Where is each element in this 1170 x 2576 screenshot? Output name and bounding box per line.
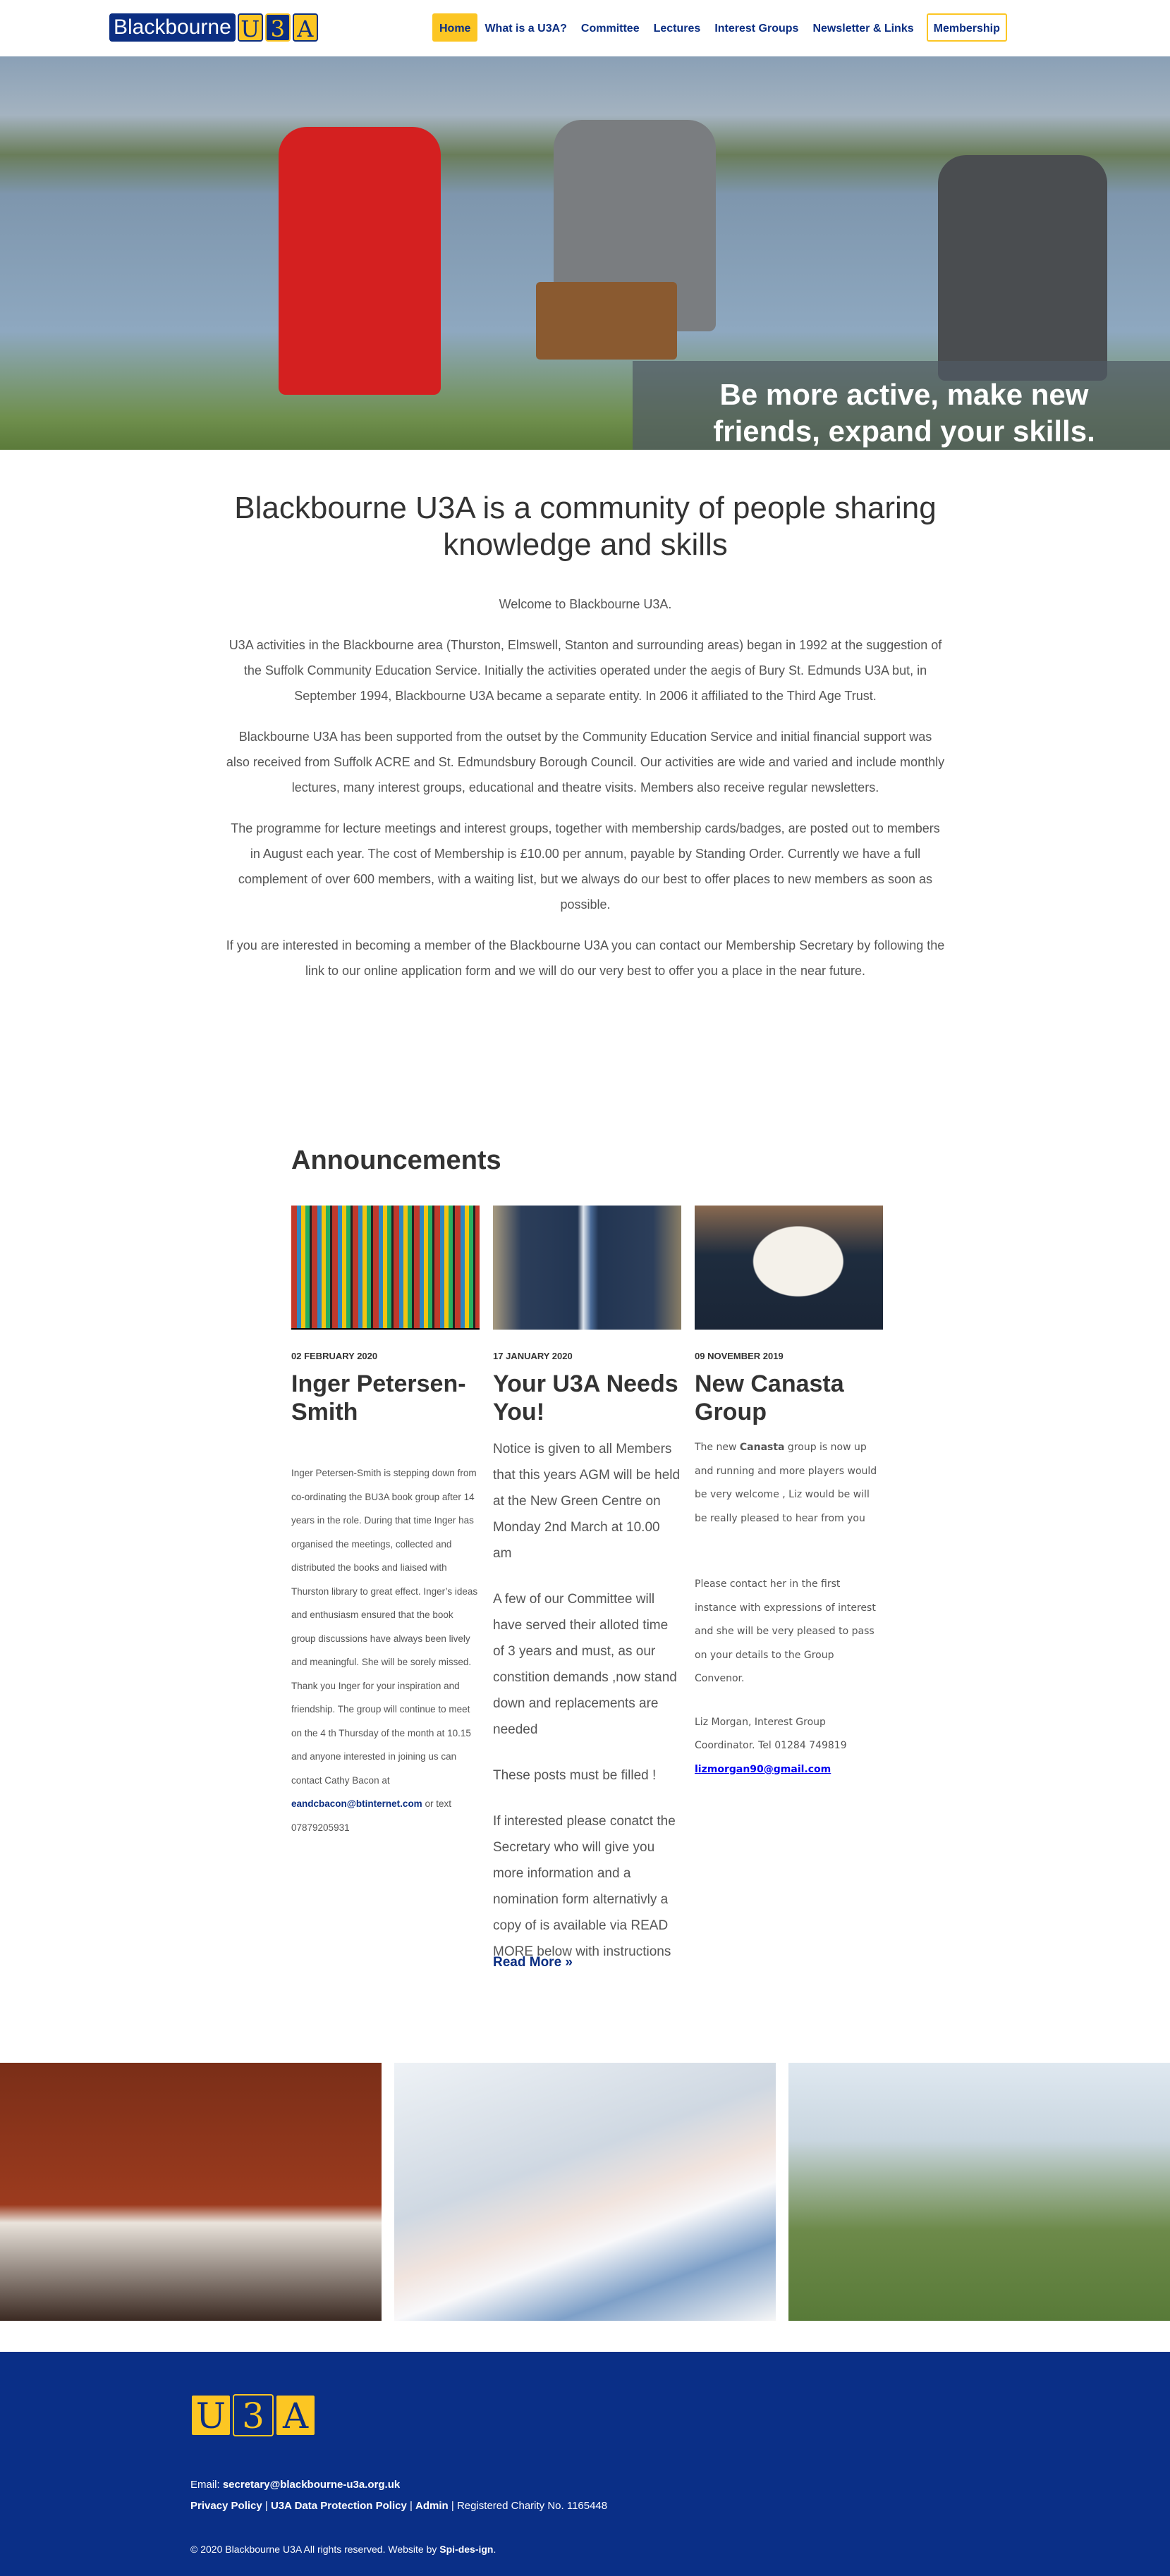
page-title: Blackbourne U3A is a community of people sharing knowledge and skills bbox=[234, 491, 937, 562]
nav-interest-groups[interactable]: Interest Groups bbox=[714, 23, 799, 35]
hero-basket bbox=[536, 282, 677, 360]
gallery-visitor-image bbox=[0, 2063, 382, 2321]
footer-email-row bbox=[190, 2479, 400, 2491]
nav-lectures[interactable]: Lectures bbox=[653, 23, 701, 35]
nav-membership[interactable]: Membership bbox=[927, 13, 1007, 42]
intro-paragraph: If you are interested in becoming a member of the Blackbourne U3A you can contact our Membership Secretary by following the link to our online application form and we will do our very best to offer you a place in the near future. bbox=[226, 938, 945, 978]
post-text: or text 07879205931 bbox=[291, 1798, 451, 1833]
copyright-text: © 2020 Blackbourne U3A All rights reserved. Website by bbox=[190, 2544, 440, 2555]
post-date: 02 FEBRUARY 2020 bbox=[291, 1351, 378, 1361]
hero-caption bbox=[633, 361, 1170, 450]
footer-email-link[interactable]: secretary@blackbourne-u3a.org.uk bbox=[222, 2479, 401, 2491]
separator: | bbox=[406, 2500, 416, 2512]
post-text: Liz Morgan, Interest Group Coordinator. Tel 01284 749819 bbox=[695, 1716, 847, 1751]
hero-caption-line1: Be more active, make new bbox=[719, 378, 1089, 411]
charity-number: Registered Charity No. 1165448 bbox=[456, 2500, 608, 2512]
announcement-card bbox=[493, 1206, 681, 1985]
intro-paragraph: The programme for lecture meetings and interest groups, together with membership cards/badges, are posted out to members in August each year. The cost of Membership is £10.00 per annum, payable by Standing Order. Currently we have a full complement of over 600 members, with a waiting list, but we always do our best to offer places to new members as soon as possible. bbox=[231, 821, 940, 912]
painting-image bbox=[394, 2063, 776, 2321]
email-link[interactable]: lizmorgan90@gmail.com bbox=[695, 1763, 831, 1775]
logo-letter-u: U bbox=[238, 13, 263, 42]
post-title[interactable]: Your U3A Needs You! bbox=[493, 1370, 678, 1425]
pointing-man-image[interactable] bbox=[493, 1206, 681, 1330]
site-header bbox=[0, 0, 1170, 56]
intro-section bbox=[212, 490, 959, 999]
hero-cyclist-dark bbox=[938, 155, 1107, 381]
post-text: These posts must be filled ! bbox=[493, 1768, 657, 1783]
nav-committee[interactable]: Committee bbox=[580, 23, 640, 35]
hero-banner bbox=[0, 56, 1170, 450]
main-nav bbox=[432, 13, 1007, 42]
logo-letter-3: 3 bbox=[265, 13, 291, 42]
post-text: A few of our Committee will have served their alloted time of 3 years and must, as our constition demands ,now stand down and replacements are needed bbox=[493, 1592, 677, 1737]
data-protection-link[interactable]: U3A Data Protection Policy bbox=[270, 2500, 407, 2512]
post-excerpt bbox=[493, 1436, 681, 1965]
post-text: Notice is given to all Members that this years AGM will be held at the New Green Centre on Monday 2nd March at 10.00 am bbox=[493, 1442, 681, 1561]
post-text: Please contact her in the first instance with expressions of interest and she will be very pleased to pass on your details to the Group Convenor. bbox=[695, 1578, 876, 1684]
post-text bbox=[695, 1436, 883, 1531]
separator: | bbox=[262, 2500, 271, 2512]
couple-image bbox=[788, 2063, 1170, 2321]
post-title[interactable]: New Canasta Group bbox=[695, 1370, 844, 1425]
post-excerpt bbox=[291, 1461, 480, 1839]
privacy-policy-link[interactable]: Privacy Policy bbox=[190, 2500, 262, 2512]
email-label: Email: bbox=[190, 2479, 223, 2491]
post-excerpt bbox=[695, 1436, 883, 1781]
admin-link[interactable]: Admin bbox=[415, 2500, 449, 2512]
copyright-period: . bbox=[493, 2544, 496, 2555]
site-footer bbox=[0, 2352, 1170, 2576]
playing-cards-image[interactable] bbox=[695, 1206, 883, 1330]
logo-letter-3: 3 bbox=[233, 2394, 274, 2436]
intro-paragraph: Welcome to Blackbourne U3A. bbox=[499, 597, 672, 611]
post-date: 17 JANUARY 2020 bbox=[493, 1351, 573, 1361]
logo-letter-u: U bbox=[190, 2394, 231, 2436]
announcements-heading: Announcements bbox=[291, 1146, 501, 1175]
post-text: Inger Petersen-Smith is stepping down from co-ordinating the BU3A book group after 14 years in the role. During that time Inger has organised the meetings, collected and distributed the books and liaised with Thurston library to great effect. Inger’s ideas and enthusiasm ensured that the book group discussions have always been lively and meaningful. She will be sorely missed. Thank you Inger for your inspiration and friendship. The group will continue to meet on the 4 th Thursday of the month at 10.15 and anyone interested in joining us can contact Cathy Bacon at bbox=[291, 1468, 478, 1786]
hero-caption-line2: friends, expand your skills. bbox=[713, 415, 1095, 448]
post-text: If interested please conatct the Secretary who will give you more information and a nomination form alternativly a copy of is available via READ MORE below with instructions bbox=[493, 1814, 676, 1959]
site-logo[interactable] bbox=[109, 13, 318, 42]
nav-what-is-u3a[interactable]: What is a U3A? bbox=[485, 23, 567, 35]
separator: | bbox=[448, 2500, 457, 2512]
designer-link[interactable]: Spi-des-ign bbox=[439, 2544, 494, 2555]
announcement-card bbox=[695, 1206, 883, 1781]
post-date: 09 NOVEMBER 2019 bbox=[695, 1351, 784, 1361]
post-text: group is now up and running and more players would be very welcome , Liz would be will be really pleased to hear from you bbox=[695, 1442, 877, 1524]
logo-letter-a: A bbox=[275, 2394, 316, 2436]
nav-newsletter-links[interactable]: Newsletter & Links bbox=[812, 23, 914, 35]
nav-home[interactable]: Home bbox=[432, 13, 477, 42]
announcement-card bbox=[291, 1206, 480, 1839]
intro-paragraph: Blackbourne U3A has been supported from the outset by the Community Education Service and initial financial support was also received from Suffolk ACRE and St. Edmundsbury Borough Council. Our activities are wide and varied and include monthly lectures, many interest groups, educational and theatre visits. Members also receive regular newsletters. bbox=[226, 730, 945, 795]
intro-paragraph: U3A activities in the Blackbourne area (Thurston, Elmswell, Stanton and surrounding areas) began in 1992 at the suggestion of the Suffolk Community Education Service. Initially the activities operated under the aegis of Bury St. Edmunds U3A but, in September 1994, Blackbourne U3A became a separate entity. In 2006 it affiliated to the Third Age Trust. bbox=[228, 638, 942, 703]
copyright bbox=[190, 2544, 496, 2555]
post-title[interactable]: Inger Petersen-Smith bbox=[291, 1370, 466, 1425]
logo-word: Blackbourne bbox=[109, 13, 236, 42]
hero-cyclist-red bbox=[279, 127, 441, 395]
footer-links-row bbox=[190, 2500, 607, 2512]
footer-logo bbox=[190, 2394, 316, 2436]
post-text-bold: Canasta bbox=[739, 1442, 785, 1453]
bookshelf-image[interactable] bbox=[291, 1206, 480, 1330]
read-more-link[interactable]: Read More » bbox=[493, 1955, 573, 1970]
email-link[interactable]: eandcbacon@btinternet.com bbox=[291, 1798, 422, 1809]
post-text: The new bbox=[695, 1442, 740, 1453]
logo-letter-a: A bbox=[293, 13, 318, 42]
